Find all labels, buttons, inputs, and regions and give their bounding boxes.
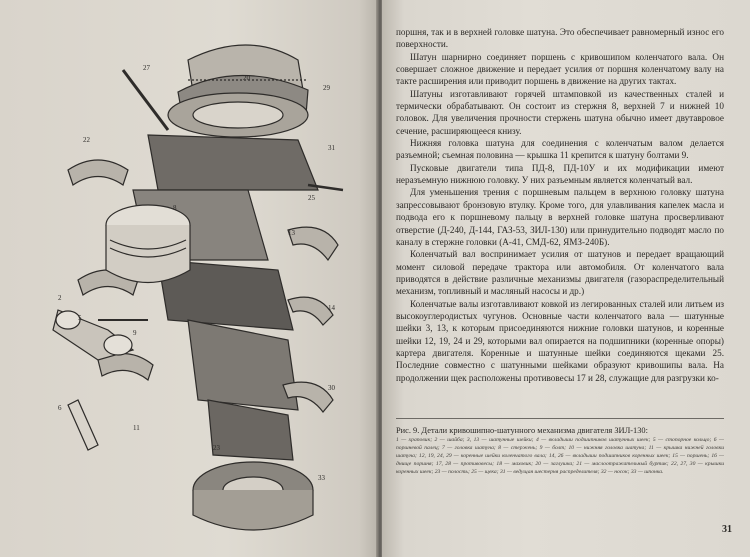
paragraph: Коленчатый вал воспринимает усилия от шатунов и передает вращающий момент силовой передаче трактора или автомобиля. От коленчатого вала приводятся в действие различные механизмы двигателя (газораспределительный механизм, топливный и масляный насосы и др.) [396,249,724,297]
caption-legend: 1 — храповик; 2 — шайба; 3, 13 — шатунные шейки; 4 — вкладыши подшипников шатунных шеек; 5 — стопорное кольцо; 6 — поршневой палец; 7 — головка шатуна; 8 — стержень; 9 — болт; 10 — нижняя головка шатуна; 11 — крышка нижней головки шатуна; 12, 19, 24, 29 — коренные шейки коленчатого вала; 14, 26 — вкладыши подшипников коренных шеек; 15 — поршень; 16 — днище поршня; 17, 28 — противовесы; 18 — маховик; 20 — заглушка; 21 — маслоотражательный буртик; 22, 27, 30 — крышки коренных шеек; 23 — полость; 25 — щека; 31 — ведущая шестерня распределителя; 32 — носок; 33 — шпонка. [396,437,724,475]
svg-text:25: 25 [308,194,315,202]
paragraph: Для уменьшения трения с поршневым пальцем в верхнюю головку шатуна запрессовывают бронзовую втулку. Кроме того, для улавливания капелек масла и подвода его к поршневому пальцу в верхней головке шатуна просверливают отверстие (Д-240, Д-144, ГАЗ-53, ЗИЛ-130) или принудительно подводят масло по каналу в стержне головки (А-41, СМД-62, ЯМЗ-240Б). [396,187,724,247]
svg-text:13: 13 [288,229,295,237]
paragraph: поршня, так и в верхней головке шатуна. Это обеспечивает равномерный износ его поверхности. [396,27,724,50]
svg-text:33: 33 [318,474,325,482]
svg-text:8: 8 [173,204,177,212]
svg-text:27: 27 [143,64,150,72]
body-text [396,26,724,384]
paragraph: Пусковые двигатели типа ПД-8, ПД-10У и их модификации имеют неразъемную нижнюю головку. У них разъемным является коленчатый вал. [396,162,724,186]
svg-text:9: 9 [133,329,137,337]
svg-text:23: 23 [213,444,220,452]
paragraph: Шатуны изготавливают горячей штамповкой из качественных сталей и термически обрабатывают. Он состоит из стержня 8, верхней 7 и нижней 10 головок. Для увеличения прочности стержень шатуна обычно имеет двутавровое сечение, расширяющееся книзу. [396,88,724,136]
page-number: 31 [722,524,732,535]
svg-text:31: 31 [328,144,335,152]
svg-text:30: 30 [328,384,335,392]
svg-text:5: 5 [78,314,82,322]
figure-caption [396,418,724,477]
svg-text:14: 14 [328,304,335,312]
right-page [382,0,750,557]
svg-text:11: 11 [133,424,140,432]
svg-text:6: 6 [58,404,62,412]
paragraph: Шатун шарнирно соединяет поршень с кривошипом коленчатого вала. Он совершает сложное движение и передает усилия от поршня коленчатому валу на такте расширения или приводит поршень в движение на других тактах. [396,51,724,87]
crankshaft-exploded-illustration [38,20,358,540]
caption-title: Рис. 9. Детали кривошипно-шатунного механизма двигателя ЗИЛ-130: [396,426,648,435]
svg-text:22: 22 [83,136,90,144]
paragraph: Коленчатые валы изготавливают ковкой из легированных сталей или литьем из высокоуглеродистых чугунов. Основные части коленчатого вала — шатунные шейки 3, 13, к которым присоединяются нижние головки шатунов, и коренные шейки 12, 19, 24 и 29, которыми вал опирается на подшипники (коренные опоры) картера двигателя. Коренные и шатунные шейки соединяются щеками 25. Последние совместно с шатунными шейками образуют кривошипы вала. На продолжении щек расположены противовесы 17 и 28, служащие для разгрузки ко- [396,298,724,383]
paragraph: Нижняя головка шатуна для соединения с коленчатым валом делается разъемной; съемная половина — крышка 11 крепится к шатуну болтами 9. [396,138,724,161]
svg-text:20: 20 [243,74,250,82]
svg-text:29: 29 [323,84,330,92]
svg-text:2: 2 [58,294,62,302]
